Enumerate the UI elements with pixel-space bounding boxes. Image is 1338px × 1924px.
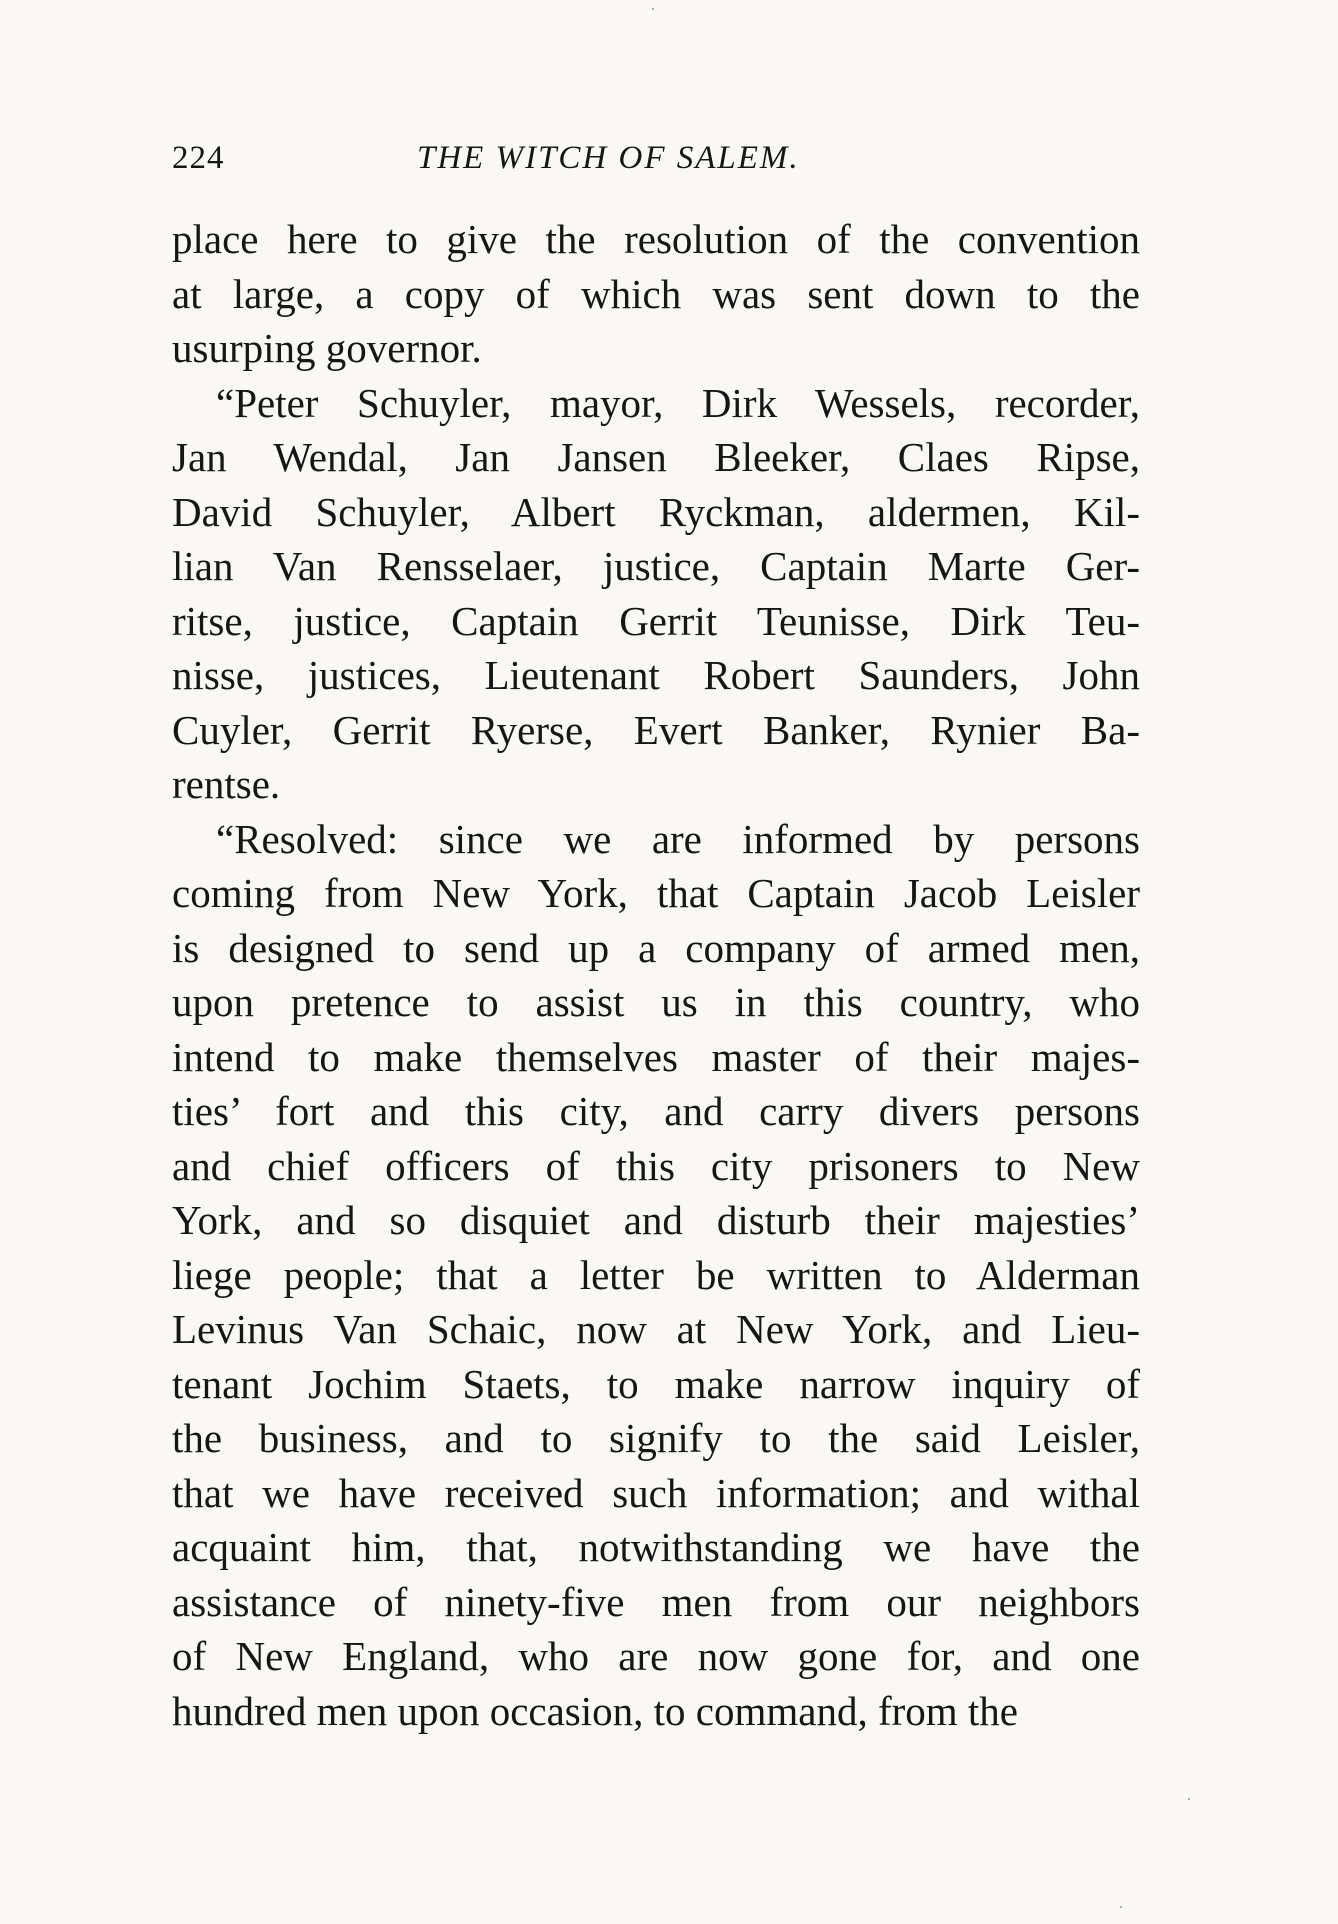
text-line: “Peter Schuyler, mayor, Dirk Wessels, recorder,: [216, 379, 1140, 426]
text-line: Levinus Van Schaic, now at New York, and Lieu-: [172, 1306, 1140, 1352]
text-line: “Resolved: since we are informed by persons: [216, 815, 1140, 862]
text-line: nisse, justices, Lieutenant Robert Saunders, John: [172, 652, 1140, 698]
text-line: liege people; that a letter be written to Alderman: [172, 1251, 1140, 1298]
text-line: at large, a copy of which was sent down to the: [172, 270, 1140, 317]
paragraph: [172, 812, 1140, 1739]
text-line: tenant Jochim Staets, to make narrow inquiry of: [172, 1360, 1140, 1407]
text-line: place here to give the resolution of the convention: [172, 216, 1140, 262]
page-header: [172, 140, 1140, 184]
text-line: David Schuyler, Albert Ryckman, aldermen, Kil-: [172, 488, 1140, 535]
text-line: and chief officers of this city prisoners to New: [172, 1142, 1140, 1189]
text-line: Jan Wendal, Jan Jansen Bleeker, Claes Ripse,: [172, 434, 1140, 480]
text-line: York, and so disquiet and disturb their majesties’: [172, 1197, 1140, 1243]
text-line: acquaint him, that, notwithstanding we have the: [172, 1524, 1140, 1570]
text-line: ritse, justice, Captain Gerrit Teunisse, Dirk Teu-: [172, 597, 1140, 644]
paper-speck: [652, 8, 654, 10]
text-line: assistance of ninety-five men from our neighbors: [172, 1578, 1140, 1625]
running-title: THE WITCH OF SALEM.: [417, 140, 800, 176]
text-line: is designed to send up a company of armed men,: [172, 924, 1140, 971]
text-line: Cuyler, Gerrit Ryerse, Evert Banker, Rynier Ba-: [172, 706, 1140, 753]
page-number: 224: [172, 140, 225, 176]
paragraph: [172, 376, 1140, 812]
text-line: upon pretence to assist us in this country, who: [172, 979, 1140, 1025]
text-line: rentse.: [172, 761, 281, 807]
text-line: usurping governor.: [172, 325, 482, 371]
text-line: ties’ fort and this city, and carry divers persons: [172, 1088, 1140, 1134]
paper-speck: [1188, 1798, 1190, 1800]
text-line: the business, and to signify to the said Leisler,: [172, 1415, 1140, 1461]
text-line: coming from New York, that Captain Jacob Leisler: [172, 870, 1140, 916]
text-line: lian Van Rensselaer, justice, Captain Marte Ger-: [172, 543, 1140, 589]
text-line: hundred men upon occasion, to command, from the: [172, 1687, 1018, 1734]
text-line: that we have received such information; and withal: [172, 1469, 1140, 1516]
paragraph: [172, 212, 1140, 376]
body-text: [172, 212, 1140, 1738]
text-line: of New England, who are now gone for, and one: [172, 1633, 1140, 1679]
paper-speck: [1120, 1906, 1122, 1908]
text-line: intend to make themselves master of their majes-: [172, 1033, 1140, 1080]
